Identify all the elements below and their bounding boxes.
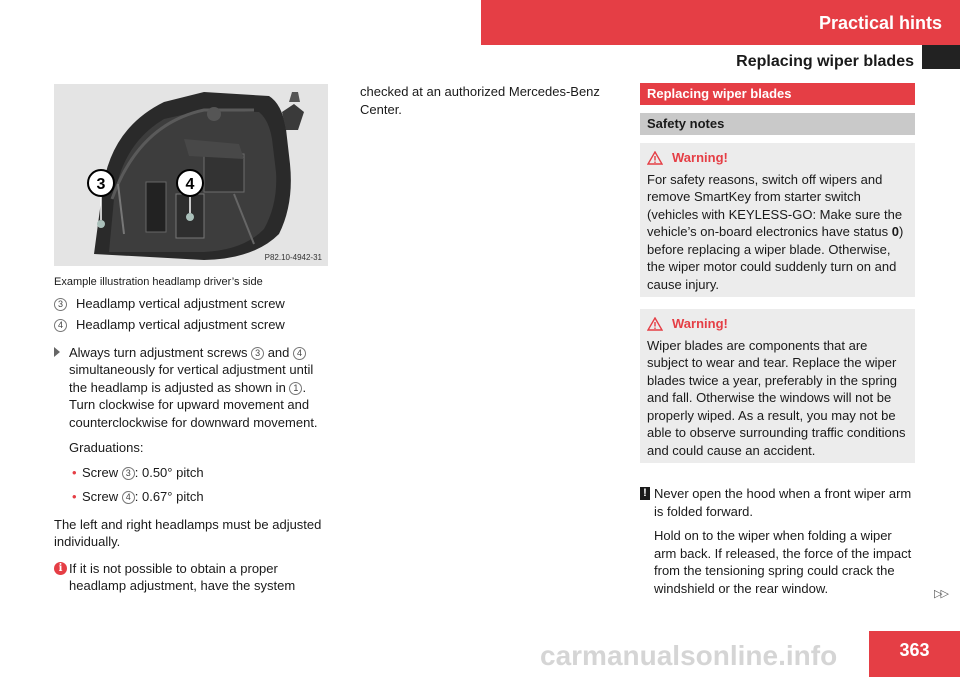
headlamp-drawing xyxy=(54,84,328,266)
middle-column xyxy=(360,83,620,118)
left-column xyxy=(54,274,332,595)
step-arrow-icon xyxy=(54,347,60,357)
warning-text: Wiper blades are components that are subject to wear and tear. Replace the wiper blades twice a year, preferably in the spring and fall. Otherwise the windows will not be properly wiped. As a result, you may not be able to observe surrounding traffic conditions and could cause an accident. xyxy=(647,337,906,458)
info-note-continued: checked at an authorized Mercedes-Benz Center. xyxy=(360,84,600,117)
callout-ref: 4 xyxy=(293,347,306,360)
right-column xyxy=(640,83,915,597)
section-header: Practical hints xyxy=(481,0,960,45)
page-number: 363 xyxy=(869,631,960,677)
figure-code: P82.10-4942-31 xyxy=(264,253,322,262)
graduation-item: • Screw 3 : 0.50° pitch xyxy=(72,464,204,480)
warning-box xyxy=(640,309,915,463)
next-page-arrows-icon: ▷▷ xyxy=(934,588,947,600)
callout-ref: 3 xyxy=(251,347,264,360)
callout-ref: 3 xyxy=(54,298,67,311)
warning-triangle-icon xyxy=(647,317,663,331)
headlamp-illustration xyxy=(54,84,328,266)
warning-triangle-icon xyxy=(647,151,663,165)
caution-icon: ! xyxy=(640,487,650,500)
info-note: i If it is not possible to obtain a proper headlamp adjustment, have the system xyxy=(54,560,332,595)
legend-text: Headlamp vertical adjustment screw xyxy=(76,295,285,311)
callout-4-label: 4 xyxy=(185,176,195,193)
legend-item xyxy=(54,295,332,313)
warning-box xyxy=(640,143,915,297)
individual-adjust-note: The left and right headlamps must be adjusted individually. xyxy=(54,516,322,549)
callout-ref: 4 xyxy=(122,491,135,504)
warning-heading: Warning! xyxy=(647,149,908,167)
thumb-tab xyxy=(922,45,960,69)
bullet-icon: • xyxy=(72,464,77,480)
legend-text: Headlamp vertical adjustment screw xyxy=(76,317,285,332)
callout-ref: 3 xyxy=(122,467,135,480)
callout-3-label: 3 xyxy=(96,176,106,193)
warning-heading: Warning! xyxy=(647,315,908,333)
section-title: Replacing wiper blades xyxy=(640,83,915,105)
watermark: carmanualsonline.info xyxy=(540,640,838,671)
callout-ref: 1 xyxy=(289,382,302,395)
bullet-icon: • xyxy=(72,489,77,504)
callout-ref: 4 xyxy=(54,319,67,332)
info-icon: i xyxy=(54,562,67,575)
caution-note-continued: Hold on to the wiper when folding a wiper arm back. If released, the force of the impact from the tensioning spring could crack the windshield or the rear window. xyxy=(654,528,912,596)
figure-caption: Example illustration headlamp driver’s side xyxy=(54,276,263,288)
graduation-item: • Screw 4 : 0.67° pitch xyxy=(72,489,204,504)
legend-item xyxy=(54,316,332,334)
safety-notes-heading: Safety notes xyxy=(640,113,915,135)
graduations-label: Graduations: xyxy=(69,440,144,455)
warning-text: For safety reasons, switch off wipers and remove SmartKey from starter switch (vehicles with KEYLESS-GO: Make sure the vehicle’s on-board electronics have status 0) before replacing a wiper blade. Otherwise, the wiper motor could suddenly turn on and cause injury. xyxy=(647,171,904,292)
page-subtitle: Replacing wiper blades xyxy=(736,53,914,70)
instruction-step: Always turn adjustment screws 3 and 4 simultaneously for vertical adjustment until the headlamp is adjusted as shown in 1 . Turn clockwise for upward movement and counterclockwise for downward movement. xyxy=(54,344,332,432)
caution-note: ! Never open the hood when a front wiper arm is folded forward. xyxy=(640,485,915,520)
